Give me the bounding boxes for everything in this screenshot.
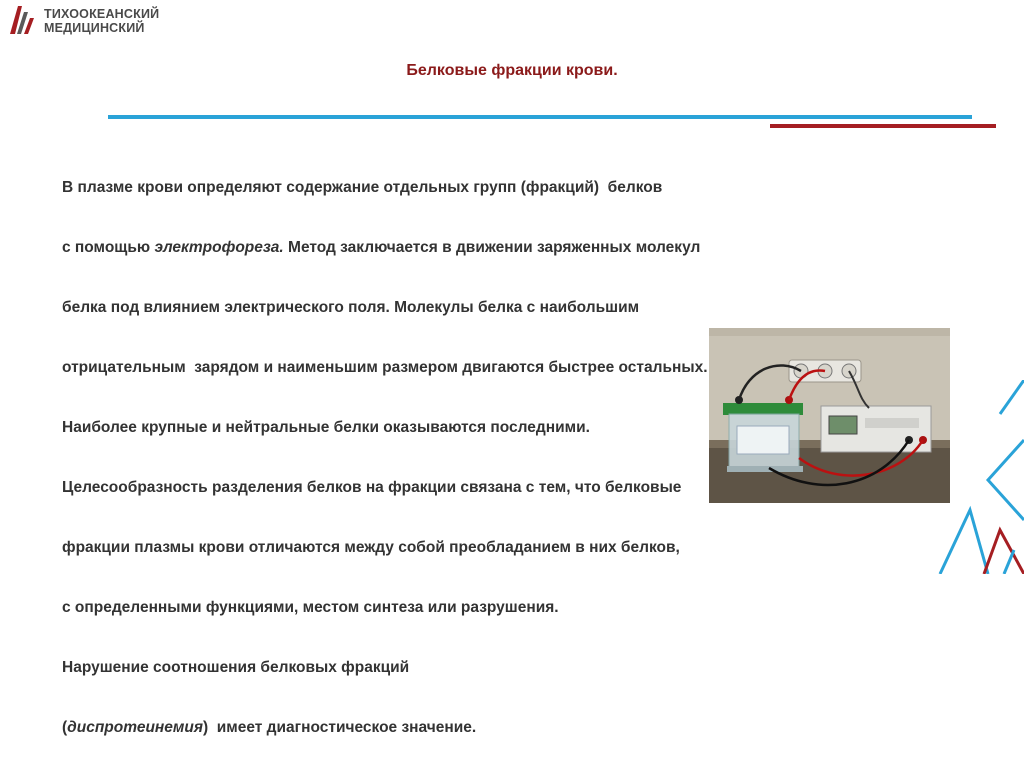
text-fragment: ( [62,719,68,736]
text-line: фракции плазмы крови отличаются между собой преобладанием в них белков, [62,539,680,556]
text-fragment: с помощью [62,239,155,256]
text-line: отрицательным зарядом и наименьшим размером двигаются быстрее остальных. [62,359,708,376]
blue-divider [108,115,972,119]
text-line: с определенными функциями, местом синтеза или разрушения. [62,599,559,616]
university-logo [8,4,178,38]
logo-line-1: ТИХООКЕАНСКИЙ [44,7,160,21]
text-line: Нарушение соотношения белковых фракций [62,659,410,676]
text-fragment: ) имеет диагностическое значение. [202,719,477,736]
logo-mark-icon [8,4,40,36]
text-line: Целесообразность разделения белков на фракции связана с тем, что белковые [62,479,682,496]
text-line: В плазме крови определяют содержание отдельных групп (фракций) белков [62,179,663,196]
term-dysproteinemia: диспротеинемия [67,719,203,736]
corner-decoration [900,380,1024,574]
text-fragment: Метод заключается в движении заряженных молекул [283,239,701,256]
text-line: белка под влиянием электрического поля. Молекулы белка с наибольшим [62,299,640,316]
logo-line-2: МЕДИЦИНСКИЙ [44,21,145,35]
red-divider [770,124,996,128]
text-line [62,718,922,738]
slide-title: Белковые фракции крови. [406,62,618,79]
term-electrophoresis: электрофореза. [154,239,284,256]
text-line [62,238,922,258]
text-line: Наиболее крупные и нейтральные белки оказываются последними. [62,419,590,436]
logo-text [44,7,159,35]
